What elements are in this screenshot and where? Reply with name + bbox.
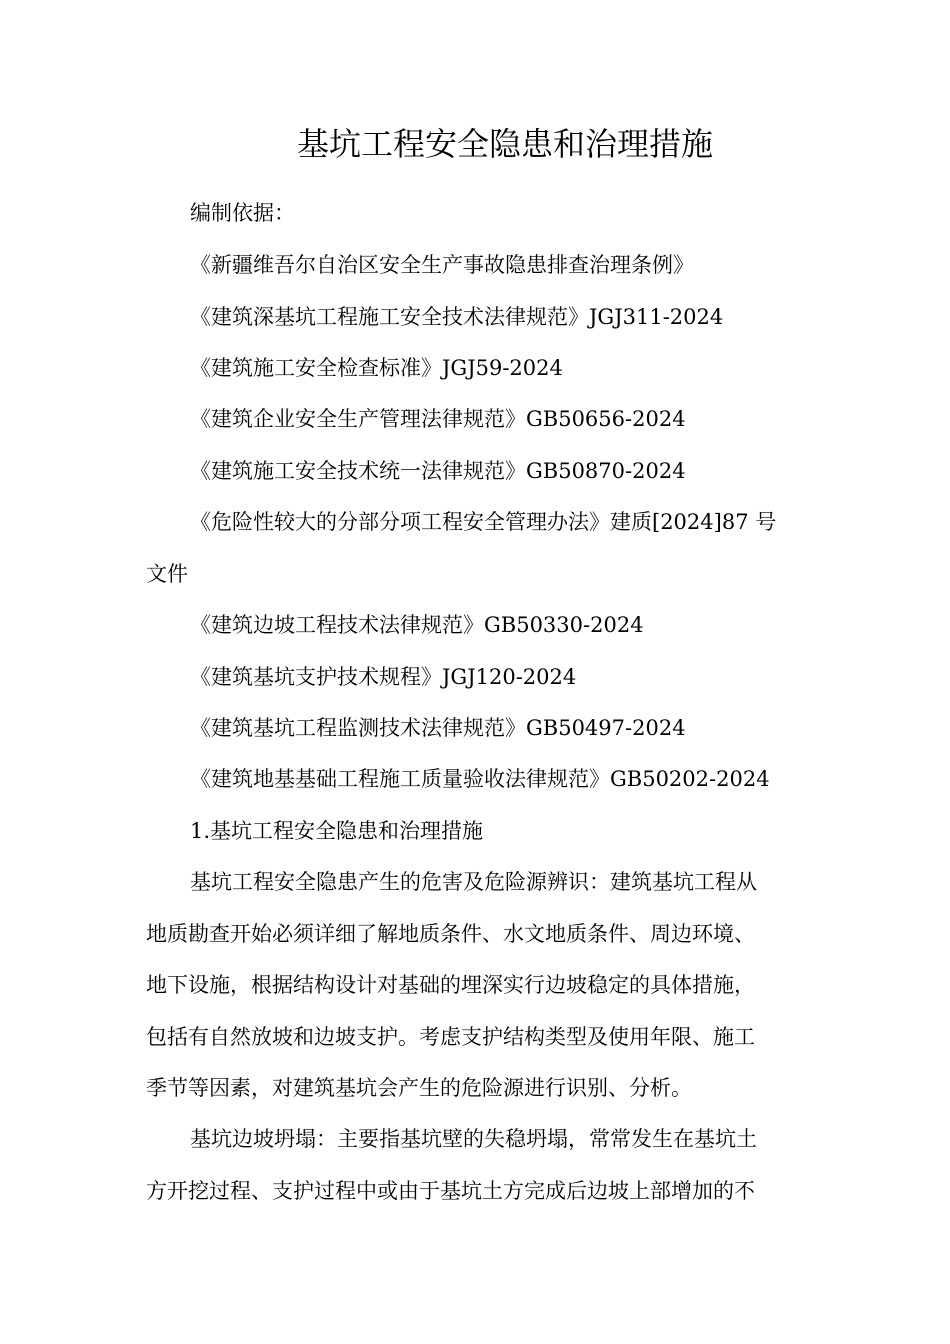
- reference-item: 《建筑基坑工程监测技术法律规范》GB50497-2024: [190, 716, 686, 740]
- reference-item: 《建筑深基坑工程施工安全技术法律规范》JGJ311-2024: [190, 305, 724, 329]
- paragraph-line: 方开挖过程、支护过程中或由于基坑土方完成后边坡上部增加的不: [146, 1179, 755, 1203]
- paragraph-line: 地下设施，根据结构设计对基础的埋深实行边坡稳定的具体措施，: [146, 973, 755, 997]
- paragraph-line: 包括有自然放坡和边坡支护。考虑支护结构类型及使用年限、施工: [146, 1025, 755, 1049]
- reference-item: 《建筑边坡工程技术法律规范》GB50330-2024: [190, 613, 644, 637]
- reference-item: 《建筑施工安全检查标准》JGJ59-2024: [190, 356, 563, 380]
- reference-item: 《危险性较大的分部分项工程安全管理办法》建质[2024]87 号: [190, 510, 777, 534]
- section-heading: 1.基坑工程安全隐患和治理措施: [190, 819, 484, 843]
- basis-label: 编制依据：: [190, 201, 295, 225]
- reference-item: 《建筑施工安全技术统一法律规范》GB50870-2024: [190, 459, 686, 483]
- paragraph-line: 基坑边坡坍塌：主要指基坑壁的失稳坍塌，常常发生在基坑土: [190, 1127, 757, 1151]
- paragraph-line: 基坑工程安全隐患产生的危害及危险源辨识：建筑基坑工程从: [190, 870, 757, 894]
- paragraph-line: 季节等因素，对建筑基坑会产生的危险源进行识别、分析。: [146, 1076, 692, 1100]
- reference-item: 《建筑地基基础工程施工质量验收法律规范》GB50202-2024: [190, 767, 770, 791]
- paragraph-line: 地质勘查开始必须详细了解地质条件、水文地质条件、周边环境、: [146, 922, 755, 946]
- reference-item-continuation: 文件: [146, 562, 188, 586]
- reference-item: 《建筑企业安全生产管理法律规范》GB50656-2024: [190, 407, 686, 431]
- document-title: 基坑工程安全隐患和治理措施: [296, 125, 713, 163]
- reference-item: 《新疆维吾尔自治区安全生产事故隐患排查治理条例》: [190, 253, 694, 277]
- reference-item: 《建筑基坑支护技术规程》JGJ120-2024: [190, 665, 577, 689]
